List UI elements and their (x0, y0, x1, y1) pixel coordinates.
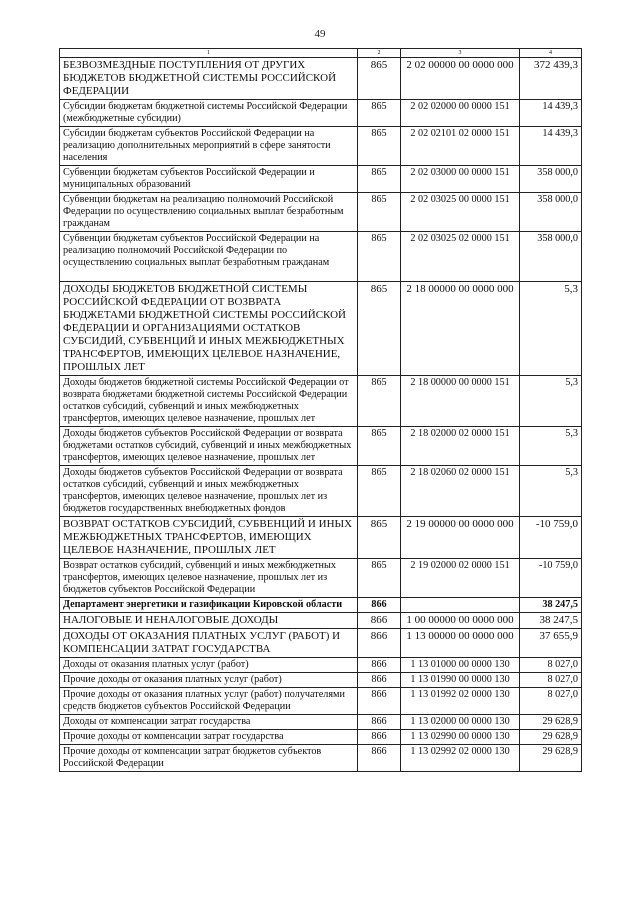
row-amount-cell: 372 439,3 (520, 58, 582, 100)
table-header-row (60, 49, 582, 58)
row-admin-code-cell: 866 (358, 629, 401, 658)
header-col-1: 1 (60, 49, 358, 58)
revenue-table (59, 48, 582, 772)
row-admin-code-cell: 865 (358, 517, 401, 559)
row-budget-code-cell (401, 598, 520, 613)
table-row (60, 517, 582, 559)
row-amount-cell: 5,3 (520, 466, 582, 517)
row-amount-cell: 29 628,9 (520, 745, 582, 772)
row-admin-code-cell: 865 (358, 282, 401, 376)
table-row (60, 376, 582, 427)
row-amount-cell: 5,3 (520, 427, 582, 466)
row-name-cell: Субсидии бюджетам бюджетной системы Российской Федерации (межбюджетные субсидии) (60, 100, 358, 127)
row-admin-code-cell: 866 (358, 715, 401, 730)
table-row (60, 166, 582, 193)
row-budget-code-cell: 2 02 00000 00 0000 000 (401, 58, 520, 100)
row-name-cell: Субвенции бюджетам субъектов Российской Федерации на реализацию полномочий Российской Федерации по осуществлению социальных выплат безработным гражданам (60, 232, 358, 282)
row-amount-cell: 5,3 (520, 376, 582, 427)
row-budget-code-cell: 1 13 01990 00 0000 130 (401, 673, 520, 688)
row-budget-code-cell: 1 13 02000 00 0000 130 (401, 715, 520, 730)
table-row (60, 598, 582, 613)
row-admin-code-cell: 865 (358, 232, 401, 282)
row-amount-cell: 8 027,0 (520, 688, 582, 715)
row-admin-code-cell: 865 (358, 376, 401, 427)
row-admin-code-cell: 865 (358, 127, 401, 166)
row-amount-cell: 37 655,9 (520, 629, 582, 658)
row-amount-cell: 29 628,9 (520, 730, 582, 745)
table-row (60, 730, 582, 745)
row-budget-code-cell: 2 19 00000 00 0000 000 (401, 517, 520, 559)
table-row (60, 193, 582, 232)
row-budget-code-cell: 1 13 01992 02 0000 130 (401, 688, 520, 715)
row-amount-cell: 358 000,0 (520, 193, 582, 232)
row-name-cell: Доходы от компенсации затрат государства (60, 715, 358, 730)
table-body (60, 58, 582, 772)
row-name-cell: Субвенции бюджетам на реализацию полномочий Российской Федерации по осуществлению социальных выплат безработным гражданам (60, 193, 358, 232)
row-name-cell: Прочие доходы от компенсации затрат бюджетов субъектов Российской Федерации (60, 745, 358, 772)
row-name-cell: Субсидии бюджетам субъектов Российской Федерации на реализацию дополнительных мероприятий в сфере занятости населения (60, 127, 358, 166)
table-row (60, 673, 582, 688)
header-col-2: 2 (358, 49, 401, 58)
row-amount-cell: 8 027,0 (520, 673, 582, 688)
row-budget-code-cell: 2 18 02060 02 0000 151 (401, 466, 520, 517)
row-budget-code-cell: 2 02 02101 02 0000 151 (401, 127, 520, 166)
row-admin-code-cell: 865 (358, 193, 401, 232)
row-budget-code-cell: 2 02 02000 00 0000 151 (401, 100, 520, 127)
row-name-cell: ДОХОДЫ ОТ ОКАЗАНИЯ ПЛАТНЫХ УСЛУГ (РАБОТ) И КОМПЕНСАЦИИ ЗАТРАТ ГОСУДАРСТВА (60, 629, 358, 658)
table-row (60, 100, 582, 127)
table-row (60, 232, 582, 282)
row-name-cell: Доходы бюджетов бюджетной системы Российской Федерации от возврата бюджетами бюджетной системы Российской Федерации остатков субсидий, субвенций и иных межбюджетных трансфертов, имеющих целевое назначение, прошлых лет (60, 376, 358, 427)
table-row (60, 127, 582, 166)
table-row (60, 688, 582, 715)
row-admin-code-cell: 865 (358, 559, 401, 598)
row-admin-code-cell: 865 (358, 166, 401, 193)
header-col-3: 3 (401, 49, 520, 58)
row-amount-cell: -10 759,0 (520, 517, 582, 559)
row-name-cell: Департамент энергетики и газификации Кировской области (60, 598, 358, 613)
row-budget-code-cell: 1 13 02990 00 0000 130 (401, 730, 520, 745)
row-name-cell: ДОХОДЫ БЮДЖЕТОВ БЮДЖЕТНОЙ СИСТЕМЫ РОССИЙСКОЙ ФЕДЕРАЦИИ ОТ ВОЗВРАТА БЮДЖЕТАМИ БЮДЖЕТНОЙ СИСТЕМЫ РОССИЙСКОЙ ФЕДЕРАЦИИ И ОРГАНИЗАЦИЯМИ ОСТАТКОВ СУБСИДИЙ, СУБВЕНЦИЙ И ИНЫХ МЕЖБЮДЖЕТНЫХ ТРАНСФЕРТОВ, ИМЕЮЩИХ ЦЕЛЕВОЕ НАЗНАЧЕНИЕ, ПРОШЛЫХ ЛЕТ (60, 282, 358, 376)
row-admin-code-cell: 866 (358, 688, 401, 715)
row-admin-code-cell: 865 (358, 466, 401, 517)
table-row (60, 613, 582, 629)
row-amount-cell: 29 628,9 (520, 715, 582, 730)
row-admin-code-cell: 865 (358, 427, 401, 466)
table-row (60, 715, 582, 730)
row-name-cell: БЕЗВОЗМЕЗДНЫЕ ПОСТУПЛЕНИЯ ОТ ДРУГИХ БЮДЖЕТОВ БЮДЖЕТНОЙ СИСТЕМЫ РОССИЙСКОЙ ФЕДЕРАЦИИ (60, 58, 358, 100)
table-row (60, 629, 582, 658)
table-row (60, 282, 582, 376)
row-budget-code-cell: 2 18 02000 02 0000 151 (401, 427, 520, 466)
row-budget-code-cell: 1 13 01000 00 0000 130 (401, 658, 520, 673)
row-amount-cell: 38 247,5 (520, 613, 582, 629)
table-row (60, 427, 582, 466)
row-admin-code-cell: 866 (358, 613, 401, 629)
row-budget-code-cell: 1 13 02992 02 0000 130 (401, 745, 520, 772)
row-name-cell: НАЛОГОВЫЕ И НЕНАЛОГОВЫЕ ДОХОДЫ (60, 613, 358, 629)
table-row (60, 559, 582, 598)
row-budget-code-cell: 2 19 02000 02 0000 151 (401, 559, 520, 598)
row-budget-code-cell: 2 02 03025 00 0000 151 (401, 193, 520, 232)
row-admin-code-cell: 866 (358, 658, 401, 673)
table-row (60, 658, 582, 673)
row-amount-cell: 358 000,0 (520, 166, 582, 193)
row-name-cell: Субвенции бюджетам субъектов Российской Федерации и муниципальных образований (60, 166, 358, 193)
table-row (60, 745, 582, 772)
page-number: 49 (314, 28, 326, 40)
row-amount-cell: 14 439,3 (520, 127, 582, 166)
row-admin-code-cell: 866 (358, 598, 401, 613)
table-row (60, 58, 582, 100)
row-admin-code-cell: 866 (358, 730, 401, 745)
row-name-cell: Прочие доходы от оказания платных услуг (работ) получателями средств бюджетов субъектов Российской Федерации (60, 688, 358, 715)
row-budget-code-cell: 1 13 00000 00 0000 000 (401, 629, 520, 658)
row-name-cell: Прочие доходы от оказания платных услуг (работ) (60, 673, 358, 688)
row-amount-cell: 5,3 (520, 282, 582, 376)
row-admin-code-cell: 865 (358, 58, 401, 100)
header-col-4: 4 (520, 49, 582, 58)
row-amount-cell: -10 759,0 (520, 559, 582, 598)
row-amount-cell: 358 000,0 (520, 232, 582, 282)
row-budget-code-cell: 2 02 03000 00 0000 151 (401, 166, 520, 193)
row-admin-code-cell: 865 (358, 100, 401, 127)
row-amount-cell: 14 439,3 (520, 100, 582, 127)
row-budget-code-cell: 2 02 03025 02 0000 151 (401, 232, 520, 282)
row-name-cell: Доходы бюджетов субъектов Российской Федерации от возврата бюджетами остатков субсидий, субвенций и иных межбюджетных трансфертов, имеющих целевое назначение, прошлых лет (60, 427, 358, 466)
table-row (60, 466, 582, 517)
row-name-cell: ВОЗВРАТ ОСТАТКОВ СУБСИДИЙ, СУБВЕНЦИЙ И ИНЫХ МЕЖБЮДЖЕТНЫХ ТРАНСФЕРТОВ, ИМЕЮЩИХ ЦЕЛЕВОЕ НАЗНАЧЕНИЕ, ПРОШЛЫХ ЛЕТ (60, 517, 358, 559)
row-name-cell: Прочие доходы от компенсации затрат государства (60, 730, 358, 745)
row-name-cell: Возврат остатков субсидий, субвенций и иных межбюджетных трансфертов, имеющих целевое назначение, прошлых лет из бюджетов субъектов Российской Федерации (60, 559, 358, 598)
row-budget-code-cell: 2 18 00000 00 0000 151 (401, 376, 520, 427)
row-amount-cell: 8 027,0 (520, 658, 582, 673)
row-admin-code-cell: 866 (358, 673, 401, 688)
row-amount-cell: 38 247,5 (520, 598, 582, 613)
row-budget-code-cell: 1 00 00000 00 0000 000 (401, 613, 520, 629)
row-name-cell: Доходы бюджетов субъектов Российской Федерации от возврата остатков субсидий, субвенций и иных межбюджетных трансфертов, имеющих целевое назначение, прошлых лет из бюджетов государственных внебюджетных фондов (60, 466, 358, 517)
row-budget-code-cell: 2 18 00000 00 0000 000 (401, 282, 520, 376)
row-admin-code-cell: 866 (358, 745, 401, 772)
row-name-cell: Доходы от оказания платных услуг (работ) (60, 658, 358, 673)
